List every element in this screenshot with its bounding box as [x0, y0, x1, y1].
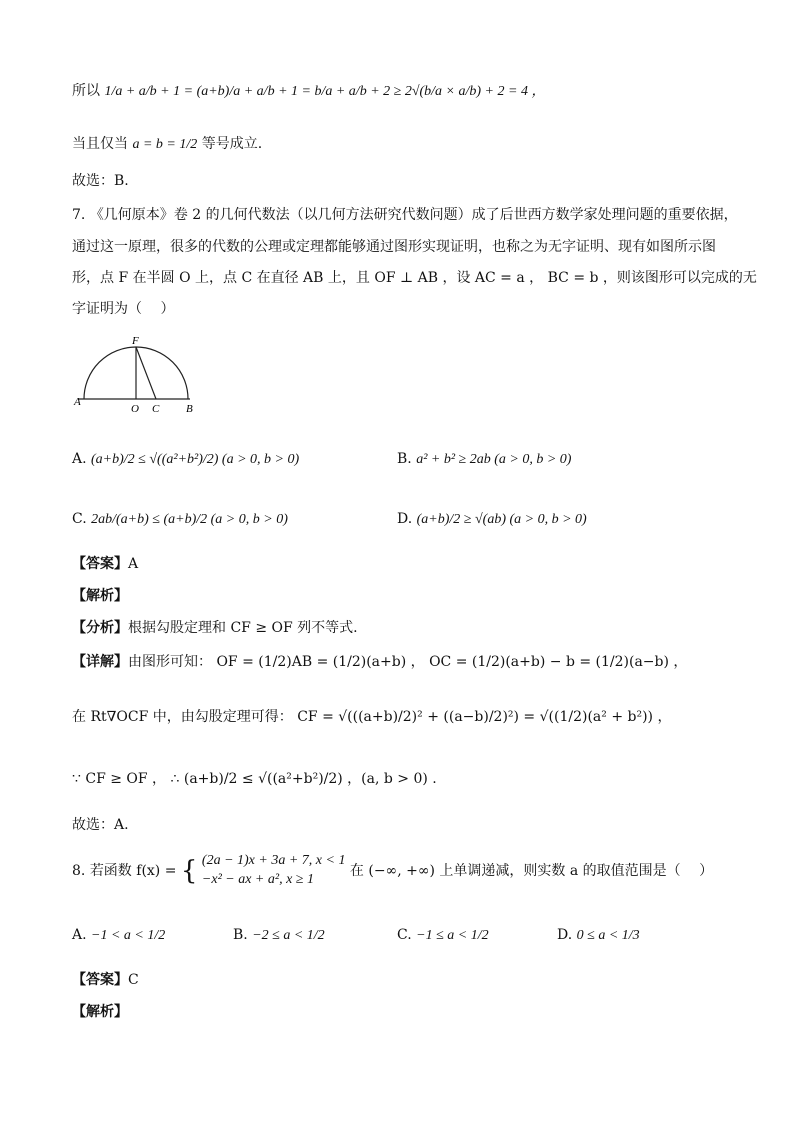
label-f: F [132, 335, 139, 347]
derivation-line: 所以 1/a + a/b + 1 = (a+b)/a + a/b + 1 = b/a + a/b + 2 ≥ 2√(b/a × a/b) + 2 = 4 ， [72, 83, 546, 99]
q7-rt-line: 在 Rt∇OCF 中，由勾股定理可得： CF = √(((a+b)/2)² + ((a−b)/2)²) = √((1/2)(a² + b²)) ， [72, 709, 672, 725]
q8-option-b: B. −2 ≤ a < 1/2 [233, 927, 325, 943]
q7-answer: 【答案】A [72, 556, 139, 572]
label-o: O [131, 403, 139, 415]
q7-conclusion: ∵ CF ≥ OF ， ∴ (a+b)/2 ≤ √((a²+b²)/2) ，(a, b > 0) . [72, 771, 437, 787]
q7-text-line-2: 通过这一原理，很多的代数的公理或定理都能够通过图形实现证明，也称之为无字证明、现有如图所示图 [72, 239, 716, 255]
q7-option-c: C. 2ab/(a+b) ≤ (a+b)/2 (a > 0, b > 0) [72, 511, 288, 527]
q8-option-a: A. −1 < a < 1/2 [72, 927, 166, 943]
q8-answer: 【答案】C [72, 972, 139, 988]
equality-condition-line: 当且仅当 a = b = 1/2 等号成立. [72, 136, 263, 152]
q8-analysis-tag: 【解析】 [72, 1004, 128, 1020]
label-a: A [74, 396, 81, 408]
q7-text-line-1: 7. 《几何原本》卷 2 的几何代数法（以几何方法研究代数问题）成了后世西方数学家处理问题的重要依据， [72, 207, 738, 223]
q8-pieces: (2a − 1)x + 3a + 7, x < 1 −x² − ax + a², x ≥ 1 [201, 853, 346, 887]
q7-option-d: D. (a+b)/2 ≥ √(ab) (a > 0, b > 0) [397, 511, 587, 527]
q7-fenxi: 【分析】根据勾股定理和 CF ≥ OF 列不等式. [72, 620, 358, 636]
q7-select: 故选：A. [72, 817, 129, 833]
q7-text-line-3: 形，点 F 在半圆 O 上，点 C 在直径 AB 上，且 OF ⊥ AB ，设 AC = a ， BC = b ，则该图形可以完成的无 [72, 270, 757, 286]
semicircle-figure [72, 333, 202, 415]
select-line-1: 故选：B. [72, 173, 129, 189]
derivation-math: 1/a + a/b + 1 = (a+b)/a + a/b + 1 = b/a + a/b + 2 ≥ 2√(b/a × a/b) + 2 = 4 ， [104, 84, 546, 99]
q7-option-b: B. a² + b² ≥ 2ab (a > 0, b > 0) [397, 451, 572, 467]
q7-xiangjie: 【详解】由图形可知： OF = (1/2)AB = (1/2)(a+b) ， OC = (1/2)(a+b) − b = (1/2)(a−b) ， [72, 654, 688, 670]
label-b: B [186, 403, 193, 415]
q7-option-a: A. (a+b)/2 ≤ √((a²+b²)/2) (a > 0, b > 0) [72, 451, 300, 467]
q8-stem: 8. 若函数 f(x) = { (2a − 1)x + 3a + 7, x < 1 −x² − ax + a², x ≥ 1 在 (−∞, +∞) 上单调递减，则实数 a 的取值范围是（ ） [72, 852, 713, 890]
q8-option-d: D. 0 ≤ a < 1/3 [557, 927, 640, 943]
q8-brace: { [180, 855, 198, 886]
q8-option-c: C. −1 ≤ a < 1/2 [397, 927, 489, 943]
q7-analysis-tag: 【解析】 [72, 588, 128, 604]
q7-text-line-4: 字证明为（ ） [72, 301, 175, 317]
segment-cf [136, 347, 156, 399]
label-c: C [152, 403, 160, 415]
